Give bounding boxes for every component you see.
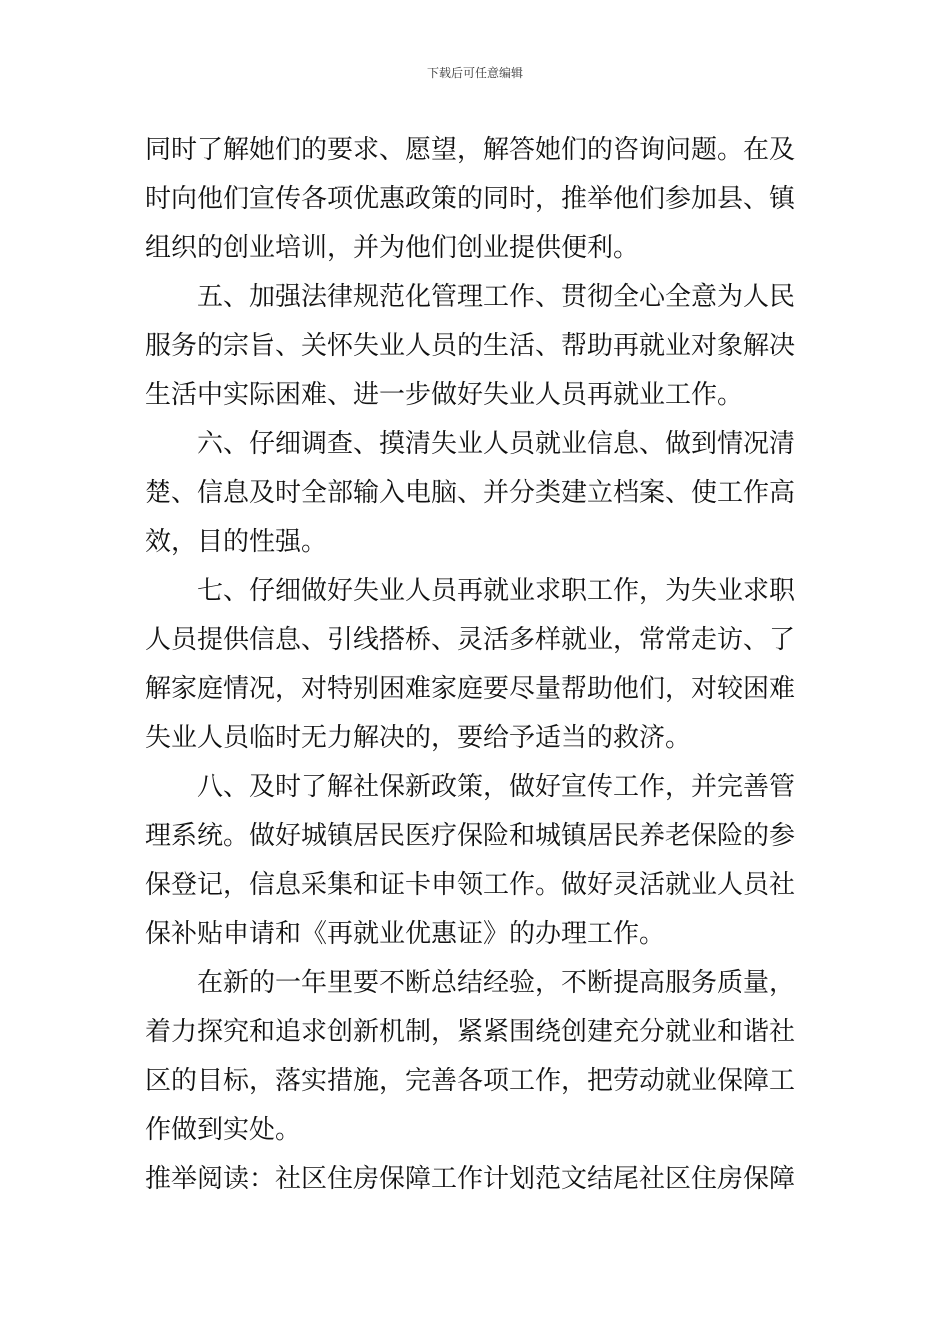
text-line: 解家庭情况，对特别困难家庭要尽量帮助他们，对较困难 — [145, 674, 796, 704]
text-line: 理系统。做好城镇居民医疗保险和城镇居民养老保险的参 — [145, 821, 796, 851]
text-line: 保补贴申请和《再就业优惠证》的办理工作。 — [145, 919, 666, 949]
text-line: 作做到实处。 — [145, 1115, 302, 1145]
text-line: 同时了解她们的要求、愿望，解答她们的咨询问题。在及 — [145, 135, 796, 165]
text-line: 生活中实际困难、进一步做好失业人员再就业工作。 — [145, 380, 744, 410]
recommended-reading — [145, 1155, 810, 1204]
page-header-note: 下载后可任意编辑 — [426, 66, 523, 80]
text-line: 着力探究和追求创新机制，紧紧围绕创建充分就业和谐社 — [145, 1017, 796, 1047]
text-line: 时向他们宣传各项优惠政策的同时，推举他们参加县、镇 — [145, 184, 796, 214]
text-line: 服务的宗旨、关怀失业人员的生活、帮助再就业对象解决 — [145, 331, 796, 361]
text-line: 效，目的性强。 — [145, 527, 328, 557]
text-line: 区的目标，落实措施，完善各项工作，把劳动就业保障工 — [145, 1066, 796, 1096]
paragraph-item-5 — [145, 273, 810, 420]
document-body — [145, 126, 810, 1204]
text-line: 七、仔细做好失业人员再就业求职工作，为失业求职 — [197, 576, 796, 606]
text-line: 推举阅读：社区住房保障工作计划范文结尾社区住房保障 — [145, 1164, 796, 1194]
text-line: 五、加强法律规范化管理工作、贯彻全心全意为人民 — [197, 282, 796, 312]
text-line: 保登记，信息采集和证卡申领工作。做好灵活就业人员社 — [145, 870, 796, 900]
text-line: 六、仔细调查、摸清失业人员就业信息、做到情况清 — [197, 429, 796, 459]
text-line: 楚、信息及时全部输入电脑、并分类建立档案、使工作高 — [145, 478, 796, 508]
text-line: 组织的创业培训，并为他们创业提供便利。 — [145, 233, 640, 263]
text-line: 人员提供信息、引线搭桥、灵活多样就业，常常走访、了 — [145, 625, 796, 655]
text-line: 八、及时了解社保新政策，做好宣传工作，并完善管 — [197, 772, 796, 802]
paragraph-item-8 — [145, 763, 810, 959]
paragraph-conclusion — [145, 959, 810, 1155]
text-line: 失业人员临时无力解决的，要给予适当的救济。 — [145, 723, 692, 753]
paragraph-item-6 — [145, 420, 810, 567]
text-line: 在新的一年里要不断总结经验，不断提高服务质量， — [197, 968, 796, 998]
paragraph-intro — [145, 126, 810, 273]
paragraph-item-7 — [145, 567, 810, 763]
